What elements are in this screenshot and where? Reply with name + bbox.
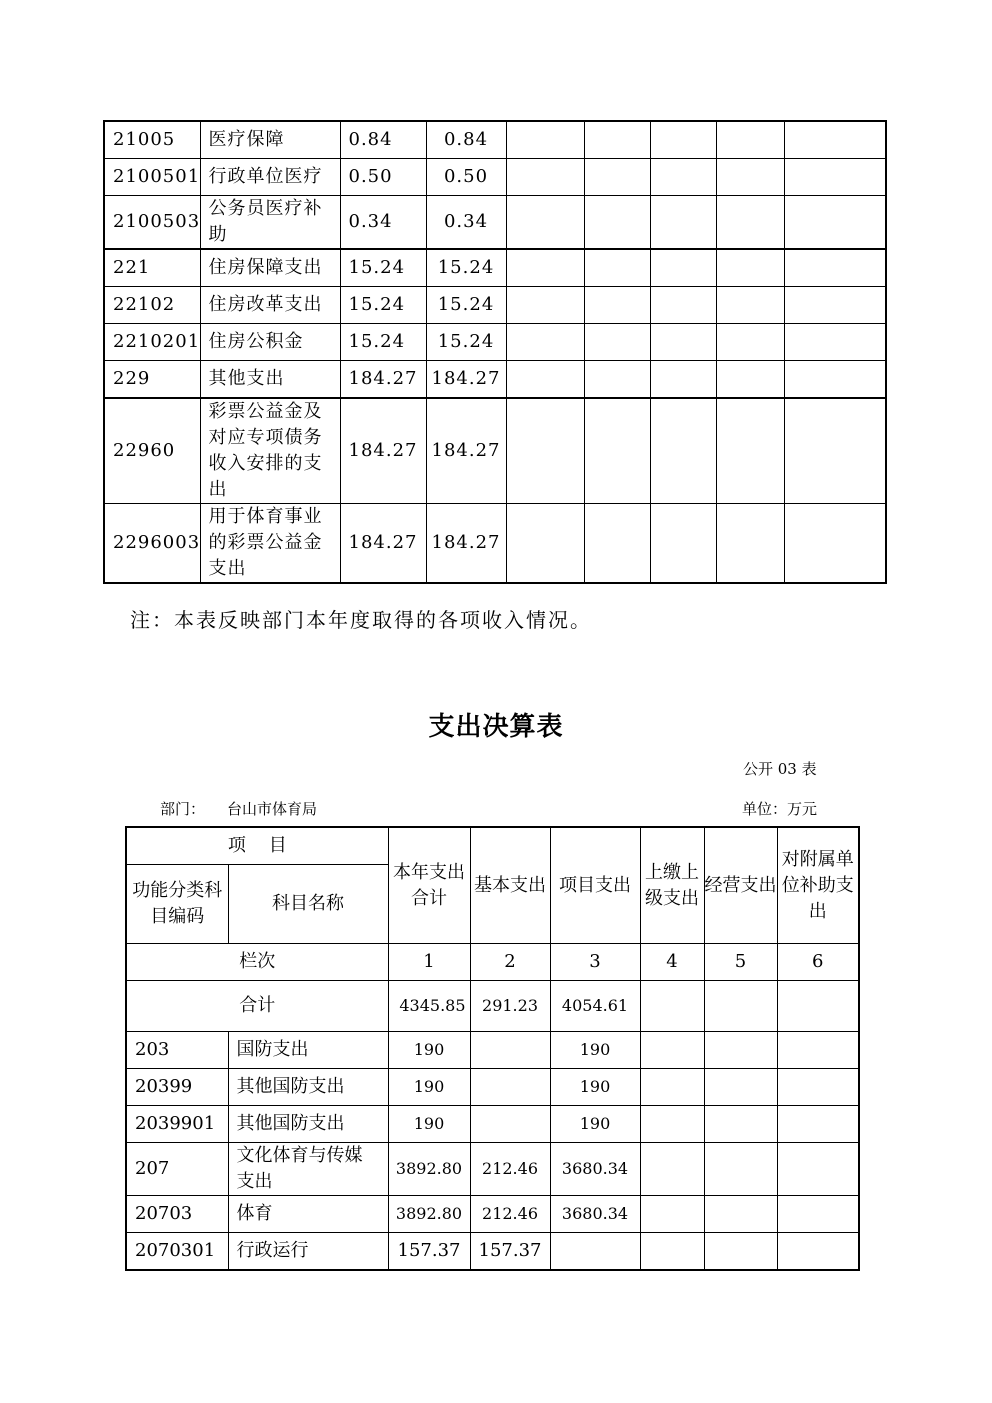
value-cell	[470, 1069, 550, 1106]
table-row	[104, 159, 886, 196]
value-cell: 15.24	[340, 287, 426, 324]
column-number-label: 栏次	[126, 944, 388, 981]
name-cell: 住房保障支出	[200, 249, 340, 287]
table-row	[126, 1196, 859, 1233]
header-col4: 上缴上级支出	[640, 827, 704, 944]
name-cell: 用于体育事业的彩票公益金支出	[200, 504, 340, 584]
header-code: 功能分类科目编码	[126, 865, 228, 944]
value-cell: 0.34	[340, 196, 426, 250]
table-row	[126, 1069, 859, 1106]
code-cell: 2039901	[126, 1106, 228, 1143]
value-cell: 190	[388, 1032, 470, 1069]
table-row	[104, 249, 886, 287]
total-label: 合计	[126, 981, 388, 1032]
value-cell: 15.24	[340, 249, 426, 287]
unit-label: 单位：万元	[742, 800, 818, 818]
total-value: 4345.85	[388, 981, 470, 1032]
page-title: 支出决算表	[428, 712, 564, 742]
value-cell: 15.24	[426, 249, 506, 287]
code-cell: 2070301	[126, 1233, 228, 1271]
code-cell: 203	[126, 1032, 228, 1069]
name-cell: 其他国防支出	[228, 1069, 388, 1106]
table-row	[126, 1032, 859, 1069]
value-cell: 190	[550, 1069, 640, 1106]
value-cell: 0.50	[426, 159, 506, 196]
code-cell: 2296003	[104, 504, 200, 584]
header-col6: 对附属单位补助支出	[777, 827, 859, 944]
value-cell: 3680.34	[550, 1196, 640, 1233]
table-row	[104, 287, 886, 324]
code-cell: 22960	[104, 398, 200, 504]
code-cell: 229	[104, 361, 200, 399]
total-row	[126, 981, 859, 1032]
column-number-row	[126, 944, 859, 981]
code-cell: 207	[126, 1143, 228, 1196]
value-cell: 184.27	[426, 398, 506, 504]
expenditure-table	[125, 826, 860, 1271]
value-cell: 212.46	[470, 1143, 550, 1196]
code-cell: 20703	[126, 1196, 228, 1233]
value-cell: 184.27	[426, 361, 506, 399]
value-cell: 190	[388, 1106, 470, 1143]
code-cell: 21005	[104, 121, 200, 159]
name-cell: 体育	[228, 1196, 388, 1233]
total-value: 291.23	[470, 981, 550, 1032]
value-cell	[470, 1106, 550, 1143]
name-cell: 医疗保障	[200, 121, 340, 159]
value-cell	[550, 1233, 640, 1271]
name-cell: 公务员医疗补助	[200, 196, 340, 250]
code-cell: 2100503	[104, 196, 200, 250]
value-cell: 3892.80	[388, 1143, 470, 1196]
column-number: 6	[777, 944, 859, 981]
value-cell: 157.37	[388, 1233, 470, 1271]
name-cell: 彩票公益金及对应专项债务收入安排的支出	[200, 398, 340, 504]
table-row	[126, 1233, 859, 1271]
value-cell: 184.27	[340, 504, 426, 584]
header-name: 科目名称	[228, 865, 388, 944]
value-cell: 212.46	[470, 1196, 550, 1233]
header-row	[126, 827, 859, 865]
dept-name: 台山市体育局	[227, 800, 318, 818]
value-cell: 15.24	[340, 324, 426, 361]
dept-label: 部门：	[160, 800, 206, 818]
name-cell: 其他国防支出	[228, 1106, 388, 1143]
value-cell: 184.27	[340, 398, 426, 504]
table-row	[104, 196, 886, 250]
code-cell: 2100501	[104, 159, 200, 196]
name-cell: 其他支出	[200, 361, 340, 399]
value-cell: 190	[388, 1069, 470, 1106]
table-row	[104, 361, 886, 399]
name-cell: 文化体育与传媒支出	[228, 1143, 388, 1196]
value-cell: 190	[550, 1032, 640, 1069]
value-cell: 15.24	[426, 287, 506, 324]
table-note: 注：本表反映部门本年度取得的各项收入情况。	[130, 608, 592, 632]
value-cell: 3892.80	[388, 1196, 470, 1233]
table-row	[126, 1106, 859, 1143]
value-cell: 0.34	[426, 196, 506, 250]
value-cell: 184.27	[340, 361, 426, 399]
table-row	[104, 398, 886, 504]
code-cell: 221	[104, 249, 200, 287]
name-cell: 住房改革支出	[200, 287, 340, 324]
column-number: 2	[470, 944, 550, 981]
name-cell: 住房公积金	[200, 324, 340, 361]
table-row	[104, 324, 886, 361]
value-cell: 190	[550, 1106, 640, 1143]
header-col2: 基本支出	[470, 827, 550, 944]
total-value: 4054.61	[550, 981, 640, 1032]
name-cell: 国防支出	[228, 1032, 388, 1069]
value-cell: 184.27	[426, 504, 506, 584]
header-item: 项 目	[126, 827, 388, 865]
table-row	[104, 504, 886, 584]
code-cell: 22102	[104, 287, 200, 324]
column-number: 3	[550, 944, 640, 981]
value-cell: 3680.34	[550, 1143, 640, 1196]
table-row	[104, 121, 886, 159]
header-col3: 项目支出	[550, 827, 640, 944]
header-col5: 经营支出	[704, 827, 777, 944]
name-cell: 行政单位医疗	[200, 159, 340, 196]
value-cell: 0.84	[340, 121, 426, 159]
column-number: 4	[640, 944, 704, 981]
code-cell: 2210201	[104, 324, 200, 361]
value-cell: 157.37	[470, 1233, 550, 1271]
column-number: 1	[388, 944, 470, 981]
value-cell: 0.84	[426, 121, 506, 159]
form-id: 公开 03 表	[743, 760, 817, 778]
value-cell	[470, 1032, 550, 1069]
income-table-continued	[103, 120, 887, 584]
table-row	[126, 1143, 859, 1196]
name-cell: 行政运行	[228, 1233, 388, 1271]
header-col1: 本年支出合计	[388, 827, 470, 944]
code-cell: 20399	[126, 1069, 228, 1106]
value-cell: 15.24	[426, 324, 506, 361]
column-number: 5	[704, 944, 777, 981]
value-cell: 0.50	[340, 159, 426, 196]
